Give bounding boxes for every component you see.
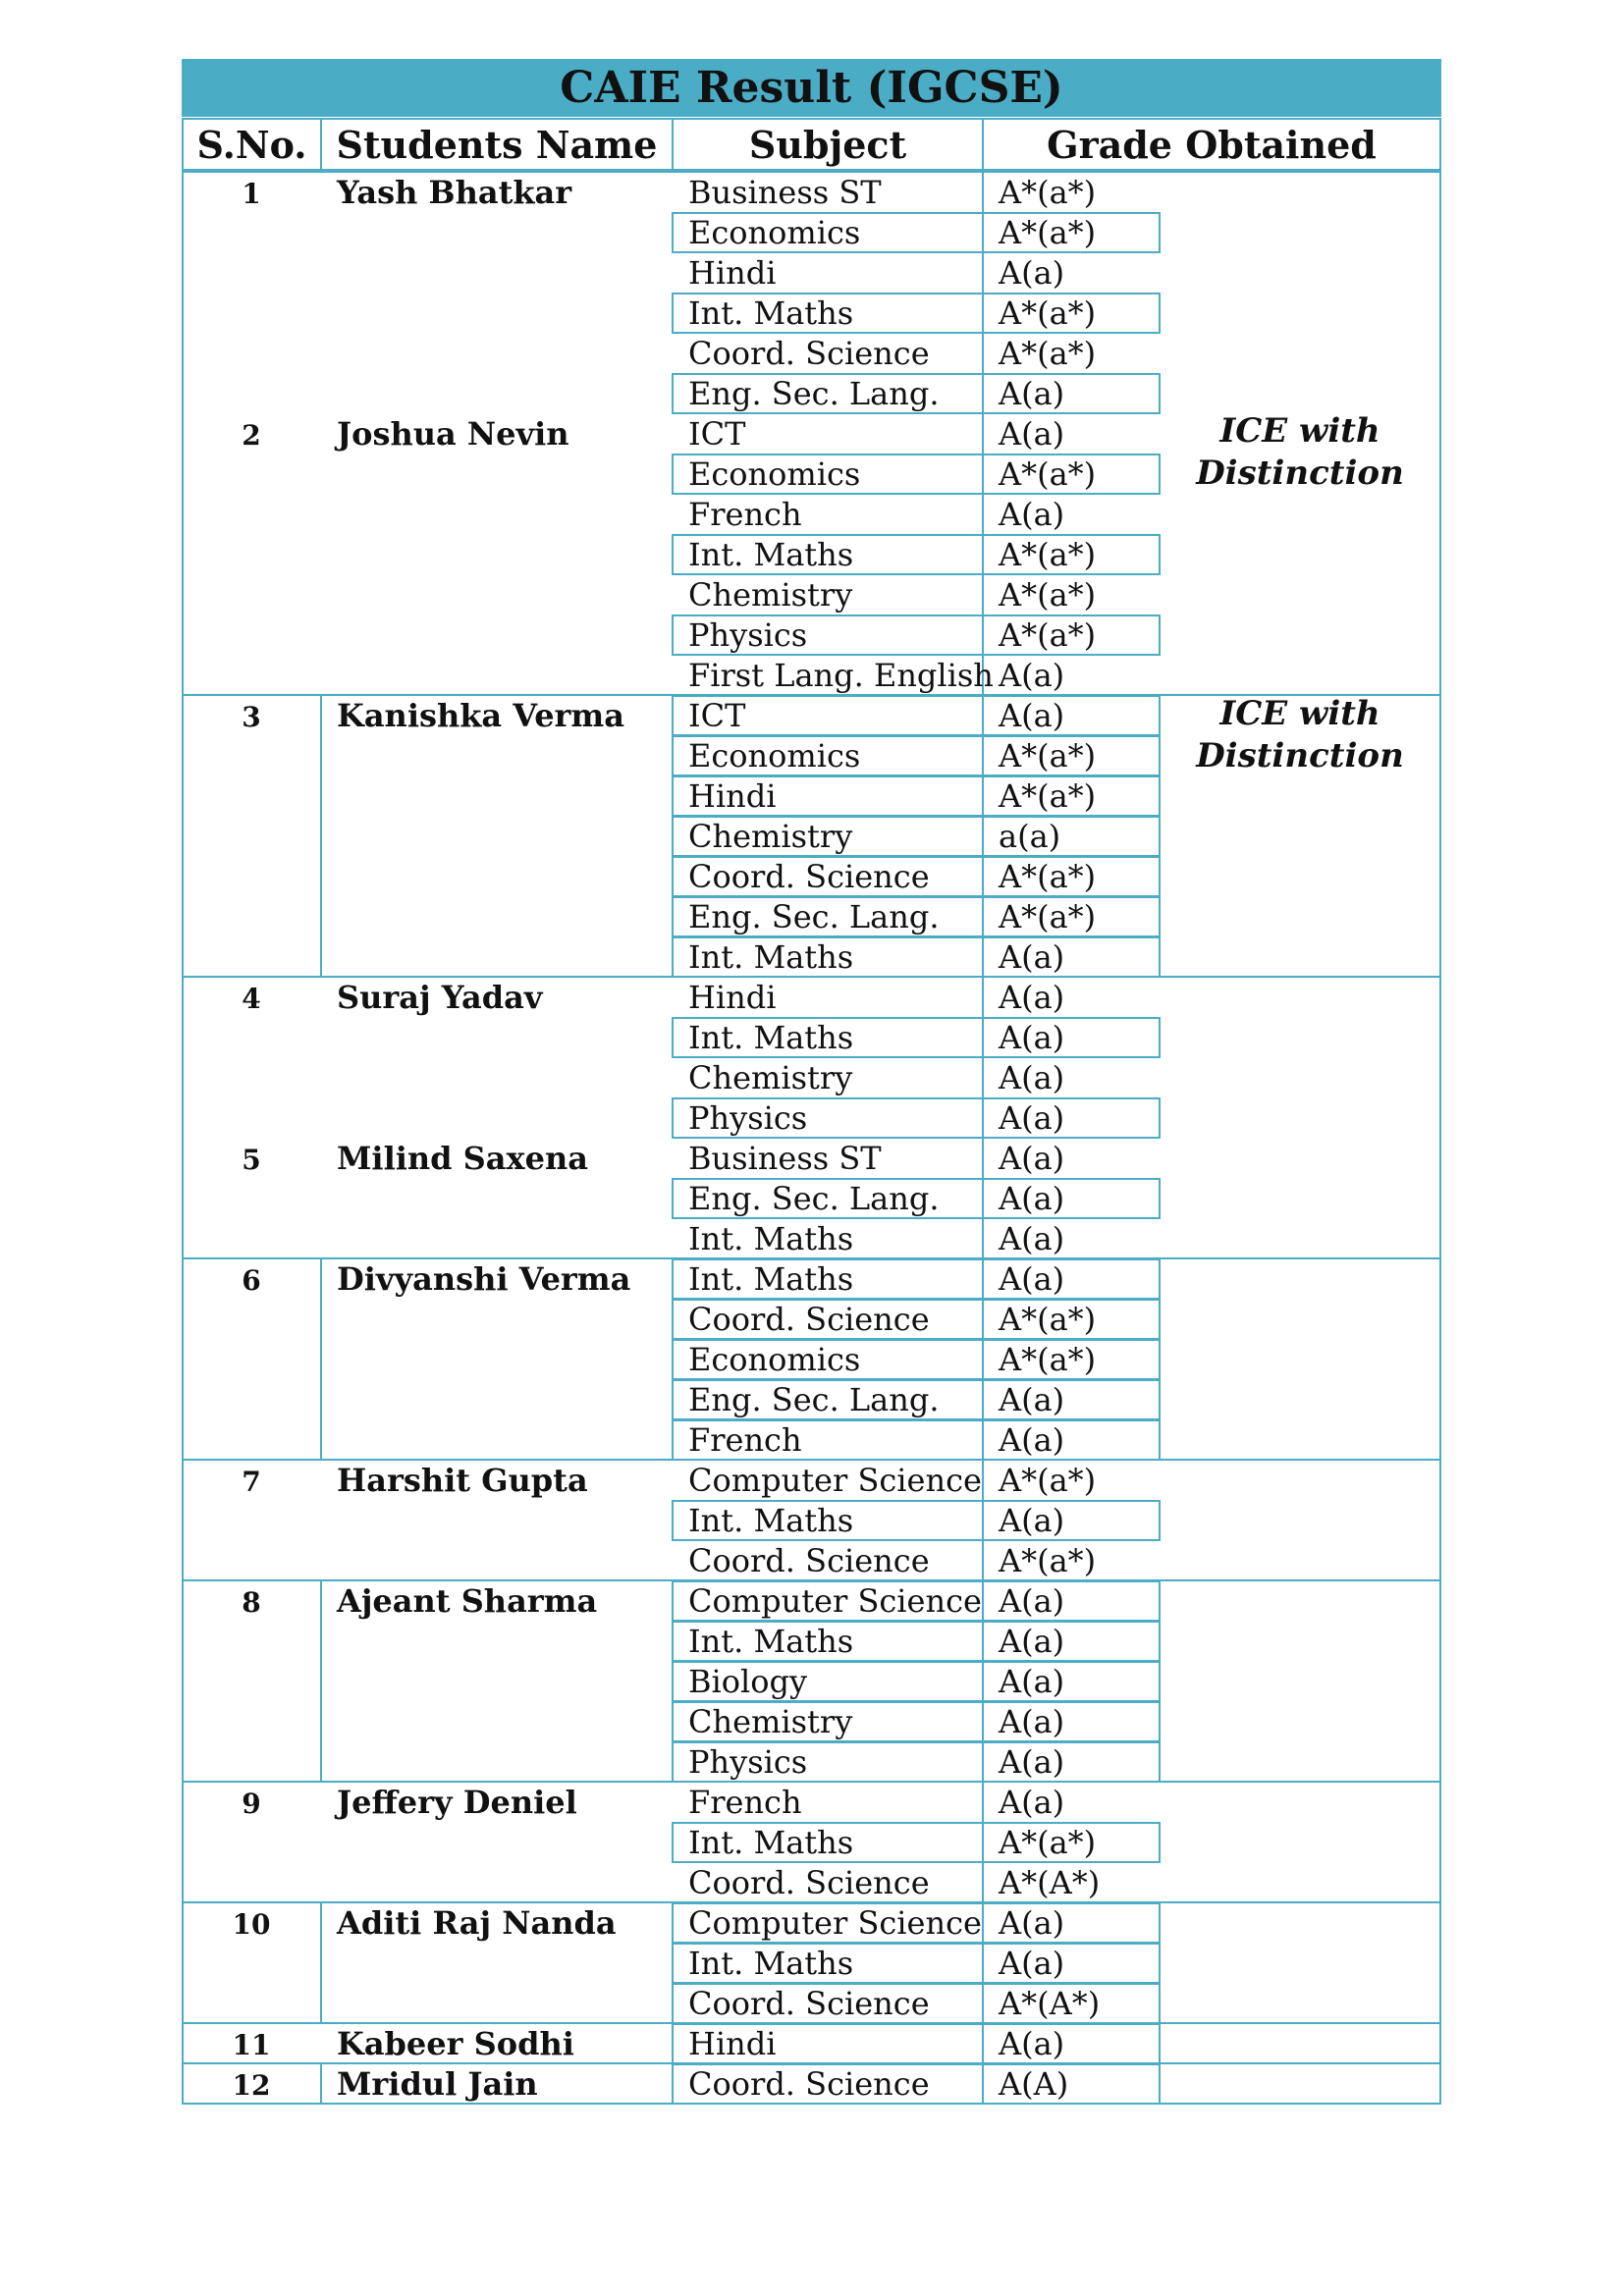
grade-value: A*(a*) xyxy=(999,1341,1097,1378)
subject-name: Hindi xyxy=(688,979,777,1016)
subject-grade-divider xyxy=(982,1097,984,1139)
subject-name: Eng. Sec. Lang. xyxy=(688,1381,940,1418)
subject-name: Coord. Science xyxy=(688,1985,930,2022)
serial-number: 6 xyxy=(242,1264,261,1297)
serial-number: 11 xyxy=(232,2029,271,2061)
subject-name: Chemistry xyxy=(688,1059,853,1096)
subject-grade-divider xyxy=(982,1862,984,1902)
subject-name: Int. Maths xyxy=(688,938,854,976)
subject-grade-divider xyxy=(982,172,984,212)
grade-value: A*(a*) xyxy=(999,1301,1097,1338)
subject-name: Int. Maths xyxy=(688,1623,854,1660)
subject-grade-divider xyxy=(982,1419,984,1461)
grade-value: A(a) xyxy=(999,1421,1065,1459)
subject-grade-divider xyxy=(982,1983,984,2024)
subject-name: Business ST xyxy=(688,1140,882,1177)
subject-grade-divider xyxy=(982,1540,984,1580)
grade-value: A*(a*) xyxy=(999,737,1097,774)
serial-number: 4 xyxy=(242,983,261,1015)
student-name: Divyanshi Verma xyxy=(337,1260,631,1298)
student-name: Yash Bhatkar xyxy=(337,174,572,211)
subject-grade-divider xyxy=(982,1741,984,1783)
subject-name: Eng. Sec. Lang. xyxy=(688,1180,940,1217)
subject-grade-divider xyxy=(982,1580,984,1622)
student-name: Ajeant Sharma xyxy=(337,1582,598,1620)
subject-name: Int. Maths xyxy=(688,294,854,332)
subject-grade-divider xyxy=(982,977,984,1017)
grade-value: A(a) xyxy=(999,1220,1065,1257)
subject-name: French xyxy=(688,496,802,533)
grade-value: A*(A*) xyxy=(999,1985,1101,2022)
subject-grade-divider xyxy=(982,2063,984,2105)
subject-name: Business ST xyxy=(688,174,882,211)
subject-name: Int. Maths xyxy=(688,1220,854,1257)
subject-grade-divider xyxy=(982,1500,984,1541)
subject-name: Coord. Science xyxy=(688,858,930,895)
subject-grade-divider xyxy=(982,1339,984,1380)
serial-number: 9 xyxy=(242,1788,261,1820)
grade-value: A*(A*) xyxy=(999,1864,1101,1901)
grade-value: A(a) xyxy=(999,1904,1065,1942)
grade-value: A(a) xyxy=(999,1663,1065,1700)
grade-value: A*(a*) xyxy=(999,777,1097,815)
student-name: Aditi Raj Nanda xyxy=(337,1904,617,1942)
grade-value: A*(a*) xyxy=(999,536,1097,573)
subject-grade-divider xyxy=(982,1460,984,1500)
grade-value: A*(a*) xyxy=(999,1542,1097,1579)
subject-name: Computer Science xyxy=(688,1462,982,1499)
subject-name: Eng. Sec. Lang. xyxy=(688,375,940,412)
subject-name: ICT xyxy=(688,415,746,453)
subject-grade-divider xyxy=(982,2023,984,2064)
subject-name: Economics xyxy=(688,1341,861,1378)
header-subject: Subject xyxy=(672,118,984,171)
grade-value: A*(a*) xyxy=(999,335,1097,372)
subject-name: Int. Maths xyxy=(688,1019,854,1056)
subject-grade-divider xyxy=(982,614,984,656)
subject-grade-divider xyxy=(982,373,984,414)
student-name: Mridul Jain xyxy=(337,2065,538,2103)
grade-value: A(a) xyxy=(999,657,1065,694)
subject-grade-divider xyxy=(982,1379,984,1420)
student-name: Joshua Nevin xyxy=(337,415,569,453)
header-grade-obtained: Grade Obtained xyxy=(982,118,1441,171)
subject-name: Chemistry xyxy=(688,818,853,855)
grade-value: A(a) xyxy=(999,1260,1065,1298)
grade-value: A(a) xyxy=(999,1140,1065,1177)
subject-name: Coord. Science xyxy=(688,1864,930,1901)
grade-value: A*(a*) xyxy=(999,214,1097,251)
grade-value: A(a) xyxy=(999,1784,1065,1821)
subject-grade-divider xyxy=(982,1299,984,1340)
grade-value: A(a) xyxy=(999,1743,1065,1781)
header-sno: S.No. xyxy=(182,118,322,171)
serial-number: 2 xyxy=(242,419,261,452)
grade-value: A*(a*) xyxy=(999,858,1097,895)
subject-name: Int. Maths xyxy=(688,1260,854,1298)
student-name: Harshit Gupta xyxy=(337,1462,588,1499)
grade-value: A(a) xyxy=(999,375,1065,412)
subject-name: Physics xyxy=(688,616,808,654)
grade-value: A*(a*) xyxy=(999,1824,1097,1861)
subject-name: Chemistry xyxy=(688,576,853,614)
subject-name: Computer Science xyxy=(688,1582,982,1620)
grade-value: A(a) xyxy=(999,1502,1065,1539)
subject-grade-divider xyxy=(982,494,984,534)
subject-name: Int. Maths xyxy=(688,1824,854,1861)
subject-grade-divider xyxy=(982,1057,984,1097)
subject-name: Coord. Science xyxy=(688,2065,930,2103)
subject-grade-divider xyxy=(982,1822,984,1863)
subject-grade-divider xyxy=(982,1943,984,1984)
subject-name: Coord. Science xyxy=(688,1301,930,1338)
grade-value: A(a) xyxy=(999,1019,1065,1056)
subject-grade-divider xyxy=(982,212,984,253)
serial-number: 1 xyxy=(242,178,261,210)
subject-name: Hindi xyxy=(688,254,777,292)
subject-name: Coord. Science xyxy=(688,1542,930,1579)
grade-value: A*(a*) xyxy=(999,294,1097,332)
subject-grade-divider xyxy=(982,1621,984,1662)
remark-line1: ICE with xyxy=(1219,694,1380,733)
grade-value: A(A) xyxy=(999,2065,1069,2103)
subject-grade-divider xyxy=(982,1782,984,1822)
grade-value: A*(a*) xyxy=(999,898,1097,935)
subject-grade-divider xyxy=(982,293,984,334)
grade-value: A(a) xyxy=(999,1582,1065,1620)
subject-grade-divider xyxy=(982,816,984,857)
student-name: Suraj Yadav xyxy=(337,979,543,1016)
grade-value: A*(a*) xyxy=(999,1462,1097,1499)
subject-grade-divider xyxy=(982,1661,984,1702)
header-students-name: Students Name xyxy=(320,118,674,171)
subject-grade-divider xyxy=(982,936,984,978)
student-name: Jeffery Deniel xyxy=(337,1784,577,1821)
remark-line2: Distinction xyxy=(1196,736,1404,775)
subject-grade-divider xyxy=(982,896,984,937)
grade-value: A*(a*) xyxy=(999,576,1097,614)
sno-name-divider xyxy=(320,694,322,976)
student-name: Kabeer Sodhi xyxy=(337,2025,574,2062)
serial-number: 3 xyxy=(242,701,261,733)
grade-value: A(a) xyxy=(999,697,1065,734)
grade-value: A(a) xyxy=(999,1703,1065,1740)
student-name: Milind Saxena xyxy=(337,1140,588,1177)
serial-number: 12 xyxy=(232,2069,271,2102)
subject-name: Chemistry xyxy=(688,1703,853,1740)
grade-value: A(a) xyxy=(999,1099,1065,1137)
subject-name: Economics xyxy=(688,737,861,774)
subject-grade-divider xyxy=(982,1902,984,1944)
subject-grade-divider xyxy=(982,252,984,293)
sno-name-divider xyxy=(320,1901,322,2022)
subject-grade-divider xyxy=(982,454,984,495)
grade-value: A(a) xyxy=(999,979,1065,1016)
subject-name: Int. Maths xyxy=(688,536,854,573)
subject-name: First Lang. English xyxy=(688,657,994,694)
subject-grade-divider xyxy=(982,333,984,373)
grade-value: A(a) xyxy=(999,2025,1065,2062)
subject-grade-divider xyxy=(982,1218,984,1258)
sno-name-divider xyxy=(320,1579,322,1781)
grade-value: A(a) xyxy=(999,496,1065,533)
grade-value: A(a) xyxy=(999,1059,1065,1096)
serial-number: 10 xyxy=(232,1908,271,1941)
group-separator xyxy=(182,171,1441,173)
subject-name: Physics xyxy=(688,1099,808,1137)
grade-value: A(a) xyxy=(999,1180,1065,1217)
sno-name-divider xyxy=(320,2062,322,2103)
grade-value: A(a) xyxy=(999,1623,1065,1660)
subject-grade-divider xyxy=(982,856,984,897)
subject-grade-divider xyxy=(982,413,984,454)
grade-value: A*(a*) xyxy=(999,616,1097,654)
grade-value: A(a) xyxy=(999,1945,1065,1982)
subject-grade-divider xyxy=(982,735,984,776)
serial-number: 8 xyxy=(242,1586,261,1619)
subject-grade-divider xyxy=(982,534,984,575)
serial-number: 5 xyxy=(242,1144,261,1176)
subject-name: Coord. Science xyxy=(688,335,930,372)
remark-ice-distinction-1 xyxy=(1161,410,1439,495)
student-name: Kanishka Verma xyxy=(337,697,624,734)
subject-name: Int. Maths xyxy=(688,1502,854,1539)
grade-value: A(a) xyxy=(999,254,1065,292)
subject-name: Biology xyxy=(688,1663,808,1700)
remark-line1: ICE with xyxy=(1219,411,1380,451)
grade-value: A(a) xyxy=(999,938,1065,976)
subject-name: Physics xyxy=(688,1743,808,1781)
grade-value: A*(a*) xyxy=(999,455,1097,493)
serial-number: 7 xyxy=(242,1466,261,1498)
subject-name: Economics xyxy=(688,455,861,493)
table-border-right xyxy=(1439,171,1441,2105)
subject-name: French xyxy=(688,1421,802,1459)
subject-grade-divider xyxy=(982,1701,984,1742)
subject-grade-divider xyxy=(982,1178,984,1219)
subject-name: Int. Maths xyxy=(688,1945,854,1982)
remark-line2: Distinction xyxy=(1196,454,1404,493)
subject-name: Computer Science xyxy=(688,1904,982,1942)
subject-grade-divider xyxy=(982,574,984,614)
subject-name: Hindi xyxy=(688,777,777,815)
subject-grade-divider xyxy=(982,1017,984,1058)
subject-grade-divider xyxy=(982,695,984,736)
grade-value: a(a) xyxy=(999,818,1061,855)
subject-name: ICT xyxy=(688,697,746,734)
subject-grade-divider xyxy=(982,1258,984,1300)
subject-name: Economics xyxy=(688,214,861,251)
subject-grade-divider xyxy=(982,1138,984,1178)
grade-value: A(a) xyxy=(999,1381,1065,1418)
subject-name: Hindi xyxy=(688,2025,777,2062)
grade-value: A*(a*) xyxy=(999,174,1097,211)
remark-ice-distinction-2 xyxy=(1161,693,1439,777)
sno-name-divider xyxy=(320,1257,322,1459)
subject-grade-divider xyxy=(982,775,984,817)
subject-name: Eng. Sec. Lang. xyxy=(688,898,940,935)
grade-value: A(a) xyxy=(999,415,1065,453)
table-title: CAIE Result (IGCSE) xyxy=(182,59,1441,117)
subject-name: French xyxy=(688,1784,802,1821)
